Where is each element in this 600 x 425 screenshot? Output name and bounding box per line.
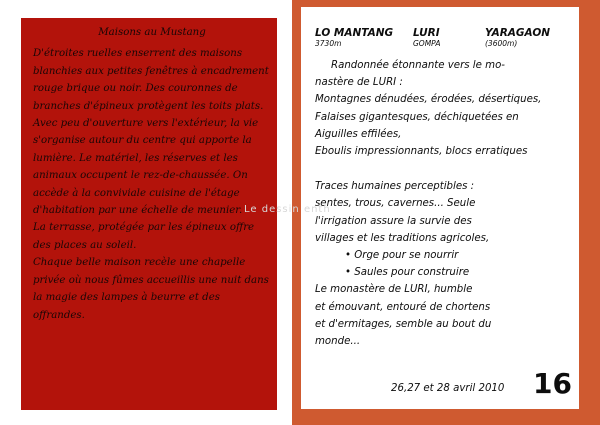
left-handwritten-text — [33, 24, 271, 324]
place-yaragaon: YARAGAON (3600m) — [485, 27, 551, 48]
right-line: l'irrigation assure la survie des — [315, 215, 472, 227]
right-line: nastère de LURI : — [315, 77, 403, 89]
bullet-item: • Orge pour se nourrir — [345, 250, 459, 262]
place-lo-mantang: LO MANTANG 3730m — [315, 27, 394, 48]
right-line: Randonnée étonnante vers le mo- — [331, 60, 505, 71]
right-handwritten-text — [315, 57, 577, 350]
left-paragraph: Chaque belle maison recèle une chapelle privée où nous fûmes accueillis une nuit dans la magie des lampes à beurre et des offrandes. — [33, 257, 269, 321]
right-white-card — [301, 7, 579, 409]
page-number: 16 — [533, 367, 572, 400]
right-line: et d'ermitages, semble au bout du — [315, 318, 492, 330]
right-line: Traces humaines perceptibles : — [315, 181, 475, 193]
right-line: Falaises gigantesques, déchiquetées en — [315, 111, 519, 123]
place-luri: LURI GOMPA — [413, 27, 441, 48]
right-line: sentes, trous, cavernes... Seule — [315, 198, 476, 210]
right-line: Montagnes dénudées, érodées, désertiques, — [315, 94, 542, 106]
right-line: Le monastère de LURI, humble — [315, 284, 473, 296]
left-paragraph: D'étroites ruelles enserrent des maisons blanchies aux petites fenêtres à encadrement rouge brique ou noir. Des couronnes de branches d'épineux protègent les toits plats. — [33, 48, 269, 112]
left-paragraph: Avec peu d'ouverture vers l'extérieur, la vie s'organise autour du centre qui apporte la lumière. Le matériel, les réserves et les animaux occupent le rez-de-chaussée. On accède à la conviviale cuisine de l'étage d'habitation par une échelle de meunier. — [33, 118, 259, 217]
right-line: Eboulis impressionnants, blocs erratiques — [315, 146, 528, 158]
right-line: monde... — [315, 336, 361, 348]
place-header — [315, 27, 577, 61]
left-title: Maisons au Mustang — [98, 27, 206, 38]
right-line: Aiguilles effilées, — [315, 128, 402, 140]
right-line: villages et les traditions agricoles, — [315, 232, 490, 244]
left-page-red — [21, 18, 277, 410]
date-text: 26,27 et 28 avril 2010 — [391, 383, 505, 394]
right-page-orange — [292, 0, 600, 425]
watermark: Le dessin enth — [244, 204, 331, 215]
bullet-item: • Saules pour construire — [345, 267, 470, 279]
left-paragraph: La terrasse, protégée par les épineux offre des places au soleil. — [33, 222, 255, 251]
right-line: et émouvant, entouré de chortens — [315, 301, 491, 313]
